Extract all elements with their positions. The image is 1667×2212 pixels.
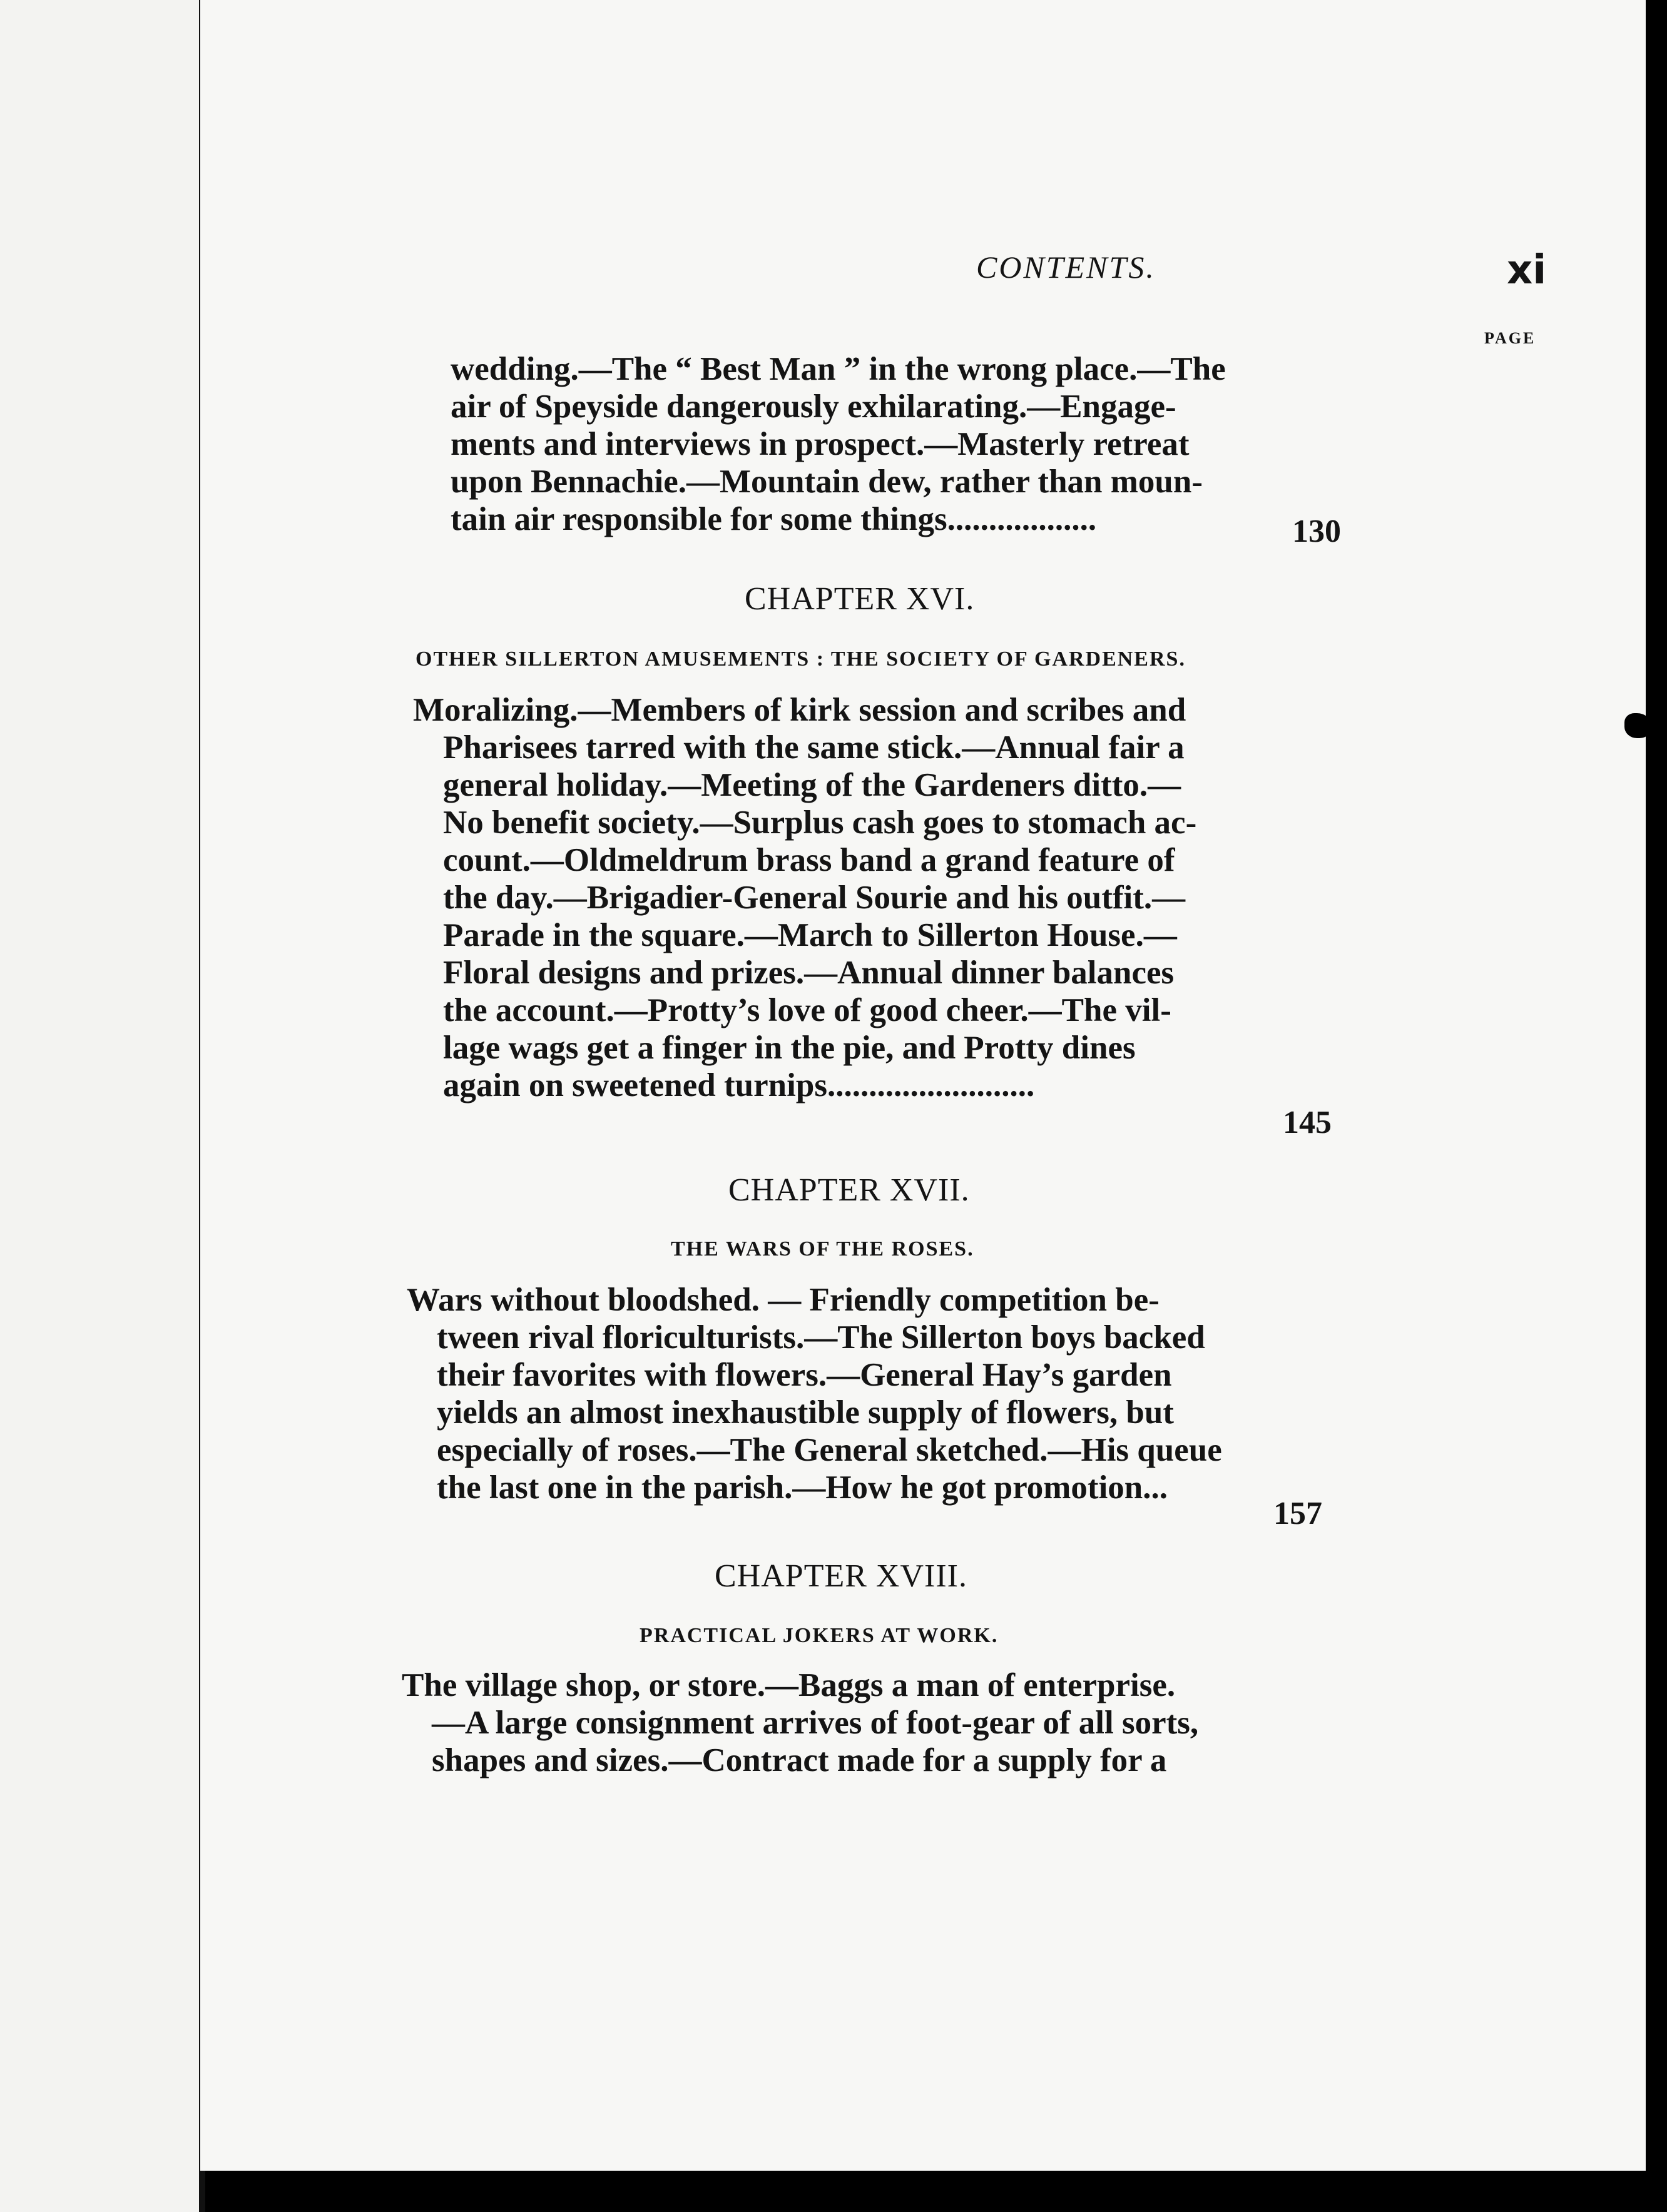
scan-border xyxy=(1646,0,1667,2212)
entry-line: The village shop, or store.—Baggs a man of enterprise. xyxy=(402,1667,1176,1703)
entry-line: yields an almost inexhaustible supply of flowers, but xyxy=(437,1394,1174,1431)
entry-line: wedding.—The “ Best Man ” in the wrong place.—The xyxy=(451,351,1226,387)
chapter-title: THE WARS OF THE ROSES. xyxy=(671,1237,974,1261)
entry-page-number: 130 xyxy=(1292,514,1341,549)
running-head: CONTENTS. xyxy=(976,250,1156,285)
facing-page-margin xyxy=(0,0,200,2212)
entry-line: ments and interviews in prospect.—Masterly retreat xyxy=(451,426,1190,462)
entry-line: lage wags get a finger in the pie, and Protty dines xyxy=(443,1030,1136,1066)
book-page xyxy=(200,0,1646,2171)
chapter-summary xyxy=(402,1667,1198,1779)
chapter-heading: CHAPTER XVII. xyxy=(728,1172,970,1208)
entry-line: Pharisees tarred with the same stick.—Annual fair a xyxy=(443,729,1185,766)
page-column-label: PAGE xyxy=(1484,329,1536,347)
chapter-heading: CHAPTER XVI. xyxy=(745,581,975,617)
entry-line: especially of roses.—The General sketched.—His queue xyxy=(437,1432,1222,1468)
entry-line: their favorites with flowers.—General Hay’s garden xyxy=(437,1357,1172,1393)
entry-line: Wars without bloodshed. — Friendly competition be- xyxy=(407,1282,1160,1318)
page-folio: xi xyxy=(1507,247,1547,293)
entry-line: Parade in the square.—March to Sillerton House.— xyxy=(443,917,1177,953)
entry-line: general holiday.—Meeting of the Gardeners ditto.— xyxy=(443,767,1181,803)
chapter-title: PRACTICAL JOKERS AT WORK. xyxy=(640,1624,999,1647)
entry-line: the last one in the parish.—How he got promotion... xyxy=(437,1469,1168,1506)
entry-line: —A large consignment arrives of foot-gear of all sorts, xyxy=(432,1705,1199,1741)
entry-line: Moralizing.—Members of kirk session and scribes and xyxy=(413,692,1186,728)
entry-line: the account.—Protty’s love of good cheer.—The vil- xyxy=(443,992,1171,1028)
entry-line: tween rival floriculturists.—The Sillerton boys backed xyxy=(437,1319,1205,1356)
scan-blemish xyxy=(1624,713,1652,738)
entry-line: tain air responsible for some things.................. xyxy=(451,501,1097,537)
entry-line: shapes and sizes.—Contract made for a supply for a xyxy=(432,1742,1167,1778)
entry-line: No benefit society.—Surplus cash goes to stomach ac- xyxy=(443,804,1197,841)
chapter-heading: CHAPTER XVIII. xyxy=(715,1558,967,1594)
chapter-summary xyxy=(413,691,1196,1104)
chapter-title: OTHER SILLERTON AMUSEMENTS : THE SOCIETY OF GARDENERS. xyxy=(415,647,1186,671)
entry-line: air of Speyside dangerously exhilarating.—Engage- xyxy=(451,388,1176,425)
entry-page-number: 157 xyxy=(1273,1496,1322,1531)
entry-page-number: 145 xyxy=(1283,1105,1332,1140)
chapter-summary xyxy=(407,1281,1222,1506)
entry-line: upon Bennachie.—Mountain dew, rather than moun- xyxy=(451,464,1203,500)
contents-entry-continuation xyxy=(451,350,1226,538)
entry-line: count.—Oldmeldrum brass band a grand feature of xyxy=(443,842,1175,878)
entry-line: Floral designs and prizes.—Annual dinner balances xyxy=(443,955,1175,991)
entry-line: again on sweetened turnips......................... xyxy=(443,1067,1035,1103)
entry-line: the day.—Brigadier-General Sourie and his outfit.— xyxy=(443,880,1186,916)
